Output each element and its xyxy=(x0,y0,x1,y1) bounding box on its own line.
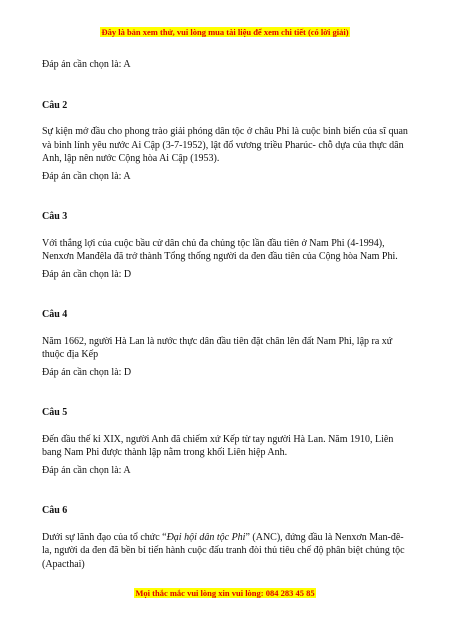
contact-notice-text: Mọi thắc mắc vui lòng xin vui lòng: 084 283 45 85 xyxy=(135,588,315,598)
question-title: Câu 2 xyxy=(42,99,68,111)
question-text: Đến đầu thế kỉ XIX, người Anh đã chiếm xứ Kếp từ tay người Hà Lan. Năm 1910, Liên bang Nam Phi được thành lập nằm trong khối Liên hiệp Anh. xyxy=(42,433,394,458)
document-body xyxy=(42,58,410,571)
question-text: Sự kiện mở đầu cho phong trào giải phóng dân tộc ở châu Phi là cuộc binh biến của sĩ quan và binh lính yêu nước Ai Cập (3-7-1952), lật đổ vương triều Pharúc- chỗ dựa của thực dân Anh, lập nên nước Cộng hòa Ai Cập (1953). xyxy=(42,126,408,164)
question-text-end: ” (ANC), đứng đầu là Nenxơn Man-đê-la, người da đen đã bền bỉ tiến hành cuộc đấu tranh đòi thủ tiêu chế độ phân biệt chủng tộc (Apacthai) xyxy=(42,531,405,570)
answer-line: Đáp án cần chọn là: D xyxy=(42,366,132,378)
question-text-start: Dưới sự lãnh đạo của tổ chức “ xyxy=(42,531,167,543)
organization-name: Đại hội dân tộc Phi xyxy=(166,531,246,543)
contact-notice-banner xyxy=(0,588,450,599)
answer-line: Đáp án cần chọn là: A xyxy=(42,59,131,70)
question-title: Câu 3 xyxy=(42,211,68,222)
question-title: Câu 4 xyxy=(42,309,68,320)
answer-line: Đáp án cần chọn là: A xyxy=(42,464,131,476)
question-text xyxy=(42,531,410,572)
preview-notice-banner xyxy=(0,27,450,38)
question-title: Câu 6 xyxy=(42,505,68,516)
preview-notice-text: Đây là bản xem thử, vui lòng mua tài liệu để xem chi tiết (có lời giải) xyxy=(101,27,349,37)
question-text: Với thắng lợi của cuộc bầu cử dân chủ đa chủng tộc lần đầu tiên ở Nam Phi (4-1994), Nenxơn Manđêla đã trở thành Tổng thống người da đen đầu tiên của Cộng hòa Nam Phi. xyxy=(42,237,398,262)
answer-line: Đáp án cần chọn là: D xyxy=(42,268,132,280)
answer-line: Đáp án cần chọn là: A xyxy=(42,170,131,182)
question-title: Câu 5 xyxy=(42,407,68,418)
question-text: Năm 1662, người Hà Lan là nước thực dân đầu tiên đặt chân lên đất Nam Phi, lập ra xứ thuộc địa Kếp xyxy=(42,335,393,360)
